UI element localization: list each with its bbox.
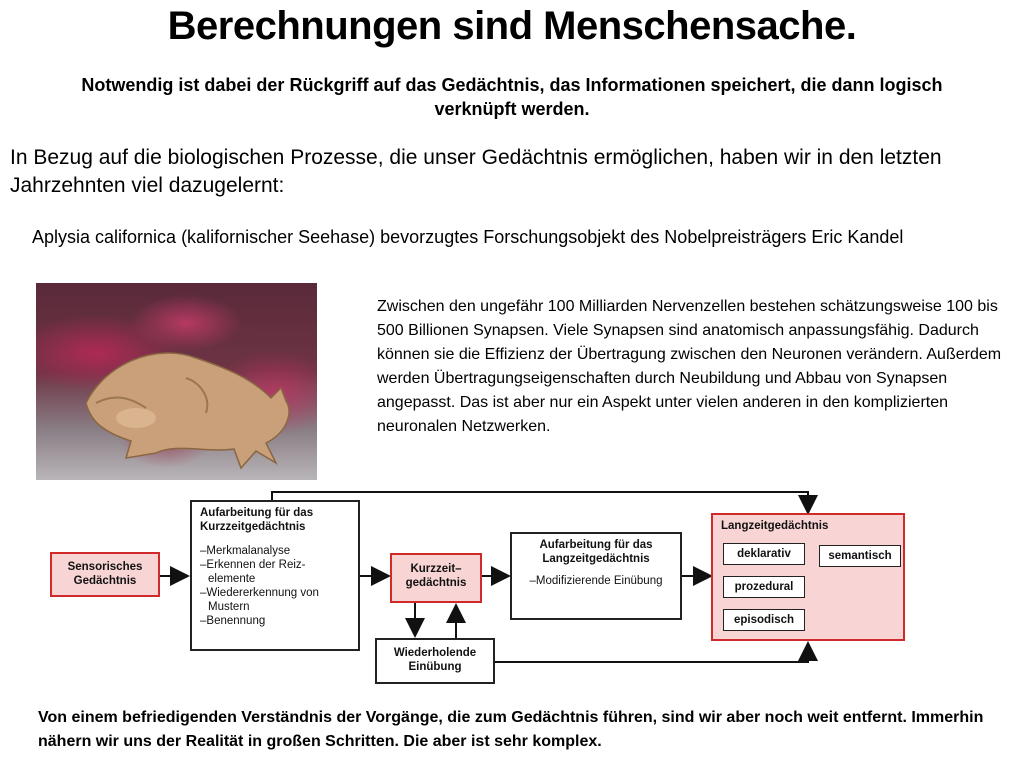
sensory-memory-label: Sensorisches Gedächtnis bbox=[67, 561, 143, 587]
long-term-processing-box bbox=[510, 532, 682, 620]
long-term-memory-title: Langzeitgedächtnis bbox=[721, 520, 829, 532]
episodic-label: episodisch bbox=[733, 614, 795, 626]
sea-hare-photo bbox=[36, 283, 317, 480]
page-title: Berechnungen sind Menschensache. bbox=[167, 4, 857, 48]
procedural-label: prozedural bbox=[734, 581, 794, 593]
short-term-processing-title: Aufarbeitung für das Kurzzeitgedächtnis bbox=[200, 507, 314, 533]
intro-text: In Bezug auf die biologischen Prozesse, die unser Gedächtnis ermöglichen, haben wir in den letzten Jahrzehnten viel dazugelernt: bbox=[10, 146, 942, 197]
process-item: –Erkennen der Reiz- bbox=[200, 559, 306, 571]
rehearsal-label: Wiederholende Einübung bbox=[393, 647, 477, 673]
long-term-processing-title: Aufarbeitung für das Langzeitgedächtnis bbox=[539, 539, 653, 565]
episodic-box bbox=[723, 609, 805, 631]
aplysia-caption: Aplysia californica (kalifornischer Seehase) bevorzugtes Forschungsobjekt des Nobelpreisträgers Eric Kandel bbox=[32, 227, 904, 247]
short-term-memory-box bbox=[390, 553, 482, 603]
closing-text: Von einem befriedigenden Verständnis der Vorgänge, die zum Gedächtnis führen, sind wir aber noch weit entfernt. Immerhin nähern wir uns der Realität in großen Schritten. Die aber ist sehr komplex. bbox=[38, 709, 984, 750]
short-term-memory-label: Kurzzeit– gedächtnis bbox=[405, 563, 467, 589]
process-item: –Merkmalanalyse bbox=[200, 545, 291, 557]
long-term-memory-box bbox=[711, 513, 905, 641]
long-term-processing-item: –Modifizierende Einübung bbox=[529, 575, 663, 587]
short-term-processing-box bbox=[190, 500, 360, 651]
semantic-label: semantisch bbox=[828, 550, 892, 562]
sensory-memory-box bbox=[50, 552, 160, 597]
synapse-paragraph: Zwischen den ungefähr 100 Milliarden Nervenzellen bestehen schätzungsweise 100 bis 500 Billionen Synapsen. Viele Synapsen sind anatomisch anpassungsfähig. Dadurch können sie die Effizienz der Übertragung zwischen den Neuronen verändern. Außerdem werden Übertragungseigenschaften durch Neubildung und Abbau von Synapsen angepasst. Das ist aber nur ein Aspekt unter vielen anderen in den komplizierten neuronalen Netzwerken. bbox=[377, 298, 1002, 435]
semantic-box bbox=[819, 545, 901, 567]
declarative-label: deklarativ bbox=[737, 548, 791, 560]
process-item: elemente bbox=[208, 573, 256, 585]
declarative-box bbox=[723, 543, 805, 565]
process-item: Mustern bbox=[208, 601, 250, 613]
procedural-box bbox=[723, 576, 805, 598]
memory-diagram bbox=[0, 480, 1024, 700]
rehearsal-box bbox=[375, 638, 495, 684]
process-item: –Wiedererkennung von bbox=[200, 587, 319, 599]
subtitle: Notwendig ist dabei der Rückgriff auf das Gedächtnis, das Informationen speichert, die dann logisch verknüpft werden. bbox=[81, 75, 943, 119]
process-item: –Benennung bbox=[200, 615, 266, 627]
